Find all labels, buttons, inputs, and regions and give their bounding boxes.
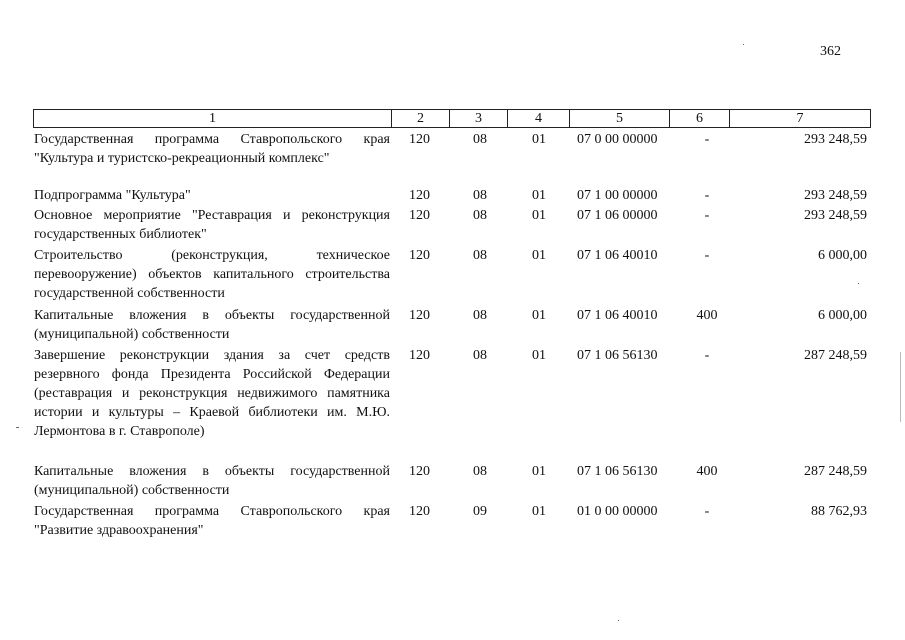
- row-code-3: 08: [473, 132, 487, 147]
- row-code-4: 01: [532, 504, 546, 519]
- row-code-4: 01: [532, 464, 546, 479]
- row-code-6: 400: [696, 464, 718, 479]
- column-number-4: 4: [508, 110, 570, 127]
- row-name: Завершение реконструкции здания за счет средств резервного фонда Президента Российской Федерации (реставрация и реконструкция недвижимого памятника истории и культуры – Краевой библиотеки им. М.Ю. Лермонтова в г. Ставрополе): [34, 348, 390, 439]
- row-code-4: 01: [532, 308, 546, 323]
- row-amount: 6 000,00: [818, 308, 867, 323]
- row-code-5: 07 1 06 00000: [577, 208, 658, 223]
- row-code-2: 120: [409, 308, 430, 323]
- row-code-2: 120: [409, 188, 430, 203]
- row-code-2: 120: [409, 208, 430, 223]
- row-code-5: 07 1 06 40010: [577, 308, 658, 323]
- row-code-3: 08: [473, 464, 487, 479]
- row-name: Государственная программа Ставропольского края "Развитие здравоохранения": [34, 504, 390, 538]
- column-number-1: 1: [34, 110, 392, 127]
- row-amount: 88 762,93: [811, 504, 867, 519]
- row-code-5: 01 0 00 00000: [577, 504, 658, 519]
- scan-speck: [858, 283, 859, 284]
- row-name: Капитальные вложения в объекты государственной (муниципальной) собственности: [34, 464, 390, 498]
- row-code-2: 120: [409, 504, 430, 519]
- column-number-7: 7: [796, 111, 804, 126]
- row-code-3: 08: [473, 248, 487, 263]
- row-amount: 287 248,59: [804, 348, 867, 363]
- row-code-5: 07 1 00 00000: [577, 188, 658, 203]
- row-code-4: 01: [532, 348, 546, 363]
- row-code-5: 07 1 06 56130: [577, 348, 658, 363]
- table-column-header: [33, 109, 871, 128]
- row-amount: 293 248,59: [804, 208, 867, 223]
- row-code-4: 01: [532, 132, 546, 147]
- row-amount: 6 000,00: [818, 248, 867, 263]
- row-code-6: -: [704, 348, 710, 363]
- row-code-3: 08: [473, 308, 487, 323]
- row-code-5: 07 1 06 40010: [577, 248, 658, 263]
- row-amount: 293 248,59: [804, 188, 867, 203]
- column-number-5: 5: [570, 110, 670, 127]
- row-code-6: -: [704, 248, 710, 263]
- column-number-2: 2: [392, 110, 450, 127]
- scan-speck: [618, 620, 619, 621]
- column-number-6: 6: [670, 110, 730, 127]
- row-code-6: -: [704, 504, 710, 519]
- row-code-3: 08: [473, 348, 487, 363]
- row-name: Основное мероприятие "Реставрация и реконструкция государственных библиотек": [34, 208, 390, 242]
- row-code-4: 01: [532, 248, 546, 263]
- scan-edge-mark: [900, 352, 901, 422]
- row-code-4: 01: [532, 208, 546, 223]
- row-amount: 293 248,59: [804, 132, 867, 147]
- row-amount: 287 248,59: [804, 464, 867, 479]
- row-code-2: 120: [409, 464, 430, 479]
- row-code-6: 400: [696, 308, 718, 323]
- row-code-2: 120: [409, 132, 430, 147]
- row-code-2: 120: [409, 248, 430, 263]
- scan-speck: [16, 427, 19, 428]
- row-code-6: -: [704, 132, 710, 147]
- row-name: Капитальные вложения в объекты государственной (муниципальной) собственности: [34, 308, 390, 342]
- column-number-3: 3: [450, 110, 508, 127]
- row-code-6: -: [704, 188, 710, 203]
- row-code-3: 08: [473, 208, 487, 223]
- row-code-2: 120: [409, 348, 430, 363]
- row-name: Подпрограмма "Культура": [34, 188, 191, 203]
- row-name: Государственная программа Ставропольского края "Культура и туристско-рекреационный комплекс": [34, 132, 390, 166]
- row-code-4: 01: [532, 188, 546, 203]
- row-code-5: 07 0 00 00000: [577, 132, 658, 147]
- row-name: Строительство (реконструкция, техническое перевооружение) объектов капитального строительства государственной собственности: [34, 248, 390, 301]
- row-code-6: -: [704, 208, 710, 223]
- scan-speck: [743, 44, 744, 45]
- row-code-3: 09: [473, 504, 487, 519]
- row-code-5: 07 1 06 56130: [577, 464, 658, 479]
- row-code-3: 08: [473, 188, 487, 203]
- page-number: 362: [820, 44, 841, 59]
